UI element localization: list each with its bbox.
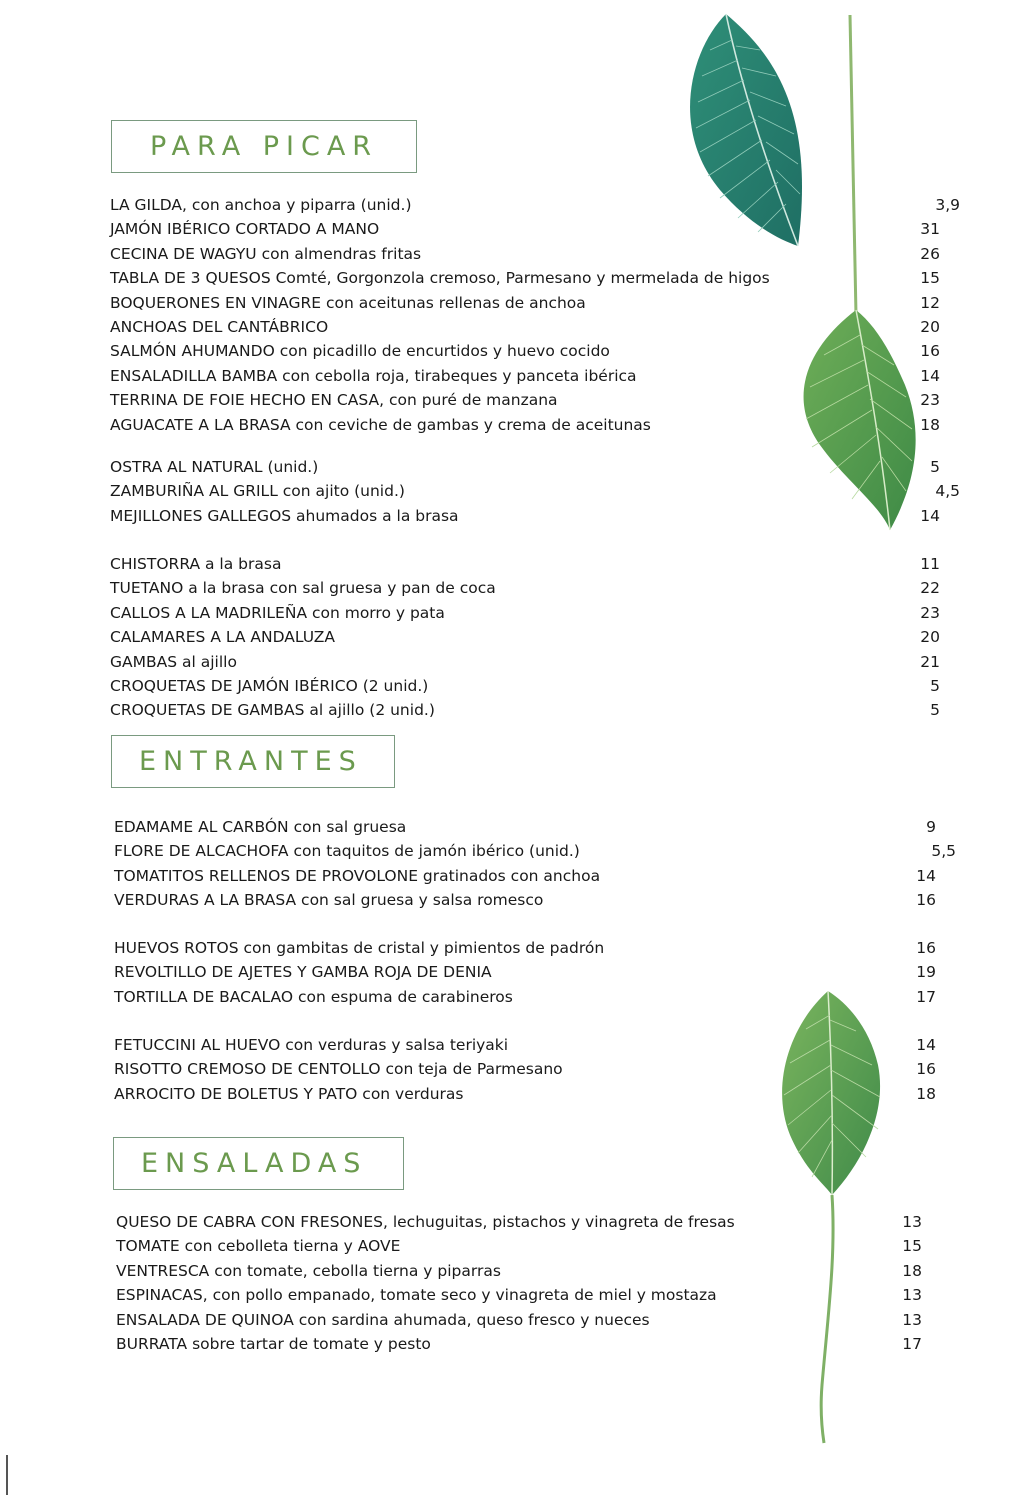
item-price: 13 — [902, 1213, 922, 1231]
item-name: CECINA DE WAGYU con almendras fritas — [110, 244, 422, 263]
item-name: ANCHOAS DEL CANTÁBRICO — [110, 318, 329, 336]
item-price: 16 — [916, 1060, 936, 1079]
item-price: 21 — [920, 652, 940, 671]
item-name: VENTRESCA con tomate, cebolla tierna y piparras — [116, 1261, 501, 1280]
item-price: 20 — [920, 318, 940, 336]
item-name: HUEVOS ROTOS con gambitas de cristal y pimientos de padrón — [114, 939, 605, 957]
item-name: ENSALADILLA BAMBA con cebolla roja, tirabeques y panceta ibérica — [110, 366, 637, 385]
item-price: 16 — [920, 342, 940, 361]
item-price: 20 — [920, 628, 940, 647]
item-name: TERRINA DE FOIE HECHO EN CASA, con puré de manzana — [110, 391, 558, 410]
item-price: 18 — [916, 1084, 936, 1103]
item-price: 16 — [916, 939, 936, 957]
item-name: CHISTORRA a la brasa — [110, 555, 282, 573]
item-price: 22 — [920, 579, 940, 598]
item-name: RISOTTO CREMOSO DE CENTOLLO con teja de Parmesano — [114, 1060, 563, 1079]
section-header-para-picar — [111, 120, 417, 173]
item-name: BOQUERONES EN VINAGRE con aceitunas rellenas de anchoa — [110, 293, 586, 312]
item-name: CALLOS A LA MADRILEÑA con morro y pata — [110, 603, 445, 622]
item-name: GAMBAS al ajillo — [110, 652, 237, 671]
item-name: ENSALADA DE QUINOA con sardina ahumada, queso fresco y nueces — [116, 1310, 650, 1329]
item-price: 18 — [920, 415, 940, 434]
item-name: LA GILDA, con anchoa y piparra (unid.) — [110, 196, 412, 214]
item-name: ESPINACAS, con pollo empanado, tomate seco y vinagreta de miel y mostaza — [116, 1286, 717, 1305]
item-price: 14 — [920, 366, 940, 385]
item-price: 23 — [920, 603, 940, 622]
item-name: FLORE DE ALCACHOFA con taquitos de jamón ibérico (unid.) — [114, 842, 580, 861]
section-header-ensaladas — [113, 1137, 404, 1190]
item-price: 15 — [902, 1237, 922, 1256]
section-title: ENSALADAS — [141, 1148, 368, 1179]
item-price: 17 — [902, 1335, 922, 1353]
item-price: 23 — [920, 391, 940, 410]
item-price: 14 — [916, 1036, 936, 1054]
item-name: OSTRA AL NATURAL (unid.) — [110, 458, 319, 476]
item-price: 18 — [902, 1261, 922, 1280]
item-price: 14 — [916, 866, 936, 885]
item-price: 16 — [916, 891, 936, 910]
item-price: 9 — [926, 818, 936, 836]
item-name: MEJILLONES GALLEGOS ahumados a la brasa — [110, 506, 459, 525]
item-name: TOMATE con cebolleta tierna y AOVE — [116, 1237, 401, 1256]
item-name: QUESO DE CABRA CON FRESONES, lechuguitas, pistachos y vinagreta de fresas — [116, 1213, 735, 1231]
section-title: PARA PICAR — [150, 131, 379, 162]
item-price: 15 — [920, 269, 940, 288]
item-price: 14 — [920, 506, 940, 525]
item-name: SALMÓN AHUMANDO con picadillo de encurtidos y huevo cocido — [110, 342, 610, 361]
item-name: CROQUETAS DE GAMBAS al ajillo (2 unid.) — [110, 701, 435, 720]
item-name: CROQUETAS DE JAMÓN IBÉRICO (2 unid.) — [110, 677, 429, 695]
item-name: TABLA DE 3 QUESOS Comté, Gorgonzola cremoso, Parmesano y mermelada de higos — [110, 269, 770, 288]
leaf-bottom-icon — [770, 985, 890, 1445]
item-price: 13 — [902, 1310, 922, 1329]
item-name: VERDURAS A LA BRASA con sal gruesa y salsa romesco — [114, 891, 544, 910]
item-name: REVOLTILLO DE AJETES Y GAMBA ROJA DE DENIA — [114, 963, 492, 982]
item-price: 3,9 — [935, 196, 960, 214]
item-price: 12 — [920, 293, 940, 312]
section-title: ENTRANTES — [139, 746, 363, 777]
item-name: TUETANO a la brasa con sal gruesa y pan de coca — [110, 579, 496, 598]
item-price: 5,5 — [931, 842, 956, 861]
item-price: 19 — [916, 963, 936, 982]
item-name: AGUACATE A LA BRASA con ceviche de gambas y crema de aceitunas — [110, 415, 651, 434]
item-price: 31 — [920, 220, 940, 239]
item-name: FETUCCINI AL HUEVO con verduras y salsa teriyaki — [114, 1036, 509, 1054]
item-name: ARROCITO DE BOLETUS Y PATO con verduras — [114, 1084, 464, 1103]
item-name: TOMATITOS RELLENOS DE PROVOLONE gratinados con anchoa — [114, 866, 601, 885]
item-price: 11 — [920, 555, 940, 573]
item-name: BURRATA sobre tartar de tomate y pesto — [116, 1335, 431, 1353]
item-name: EDAMAME AL CARBÓN con sal gruesa — [114, 818, 407, 836]
item-name: JAMÓN IBÉRICO CORTADO A MANO — [110, 220, 380, 239]
item-price: 17 — [916, 987, 936, 1006]
item-price: 13 — [902, 1286, 922, 1305]
leaf-middle-icon — [790, 15, 930, 535]
item-price: 5 — [930, 677, 940, 695]
divider — [6, 1455, 8, 1495]
item-name: TORTILLA DE BACALAO con espuma de carabineros — [114, 987, 513, 1006]
section-header-entrantes — [111, 735, 395, 788]
item-price: 5 — [930, 458, 940, 476]
item-price: 26 — [920, 244, 940, 263]
item-price: 5 — [930, 701, 940, 720]
item-name: CALAMARES A LA ANDALUZA — [110, 628, 335, 647]
item-price: 4,5 — [935, 482, 960, 501]
item-name: ZAMBURIÑA AL GRILL con ajito (unid.) — [110, 482, 405, 501]
